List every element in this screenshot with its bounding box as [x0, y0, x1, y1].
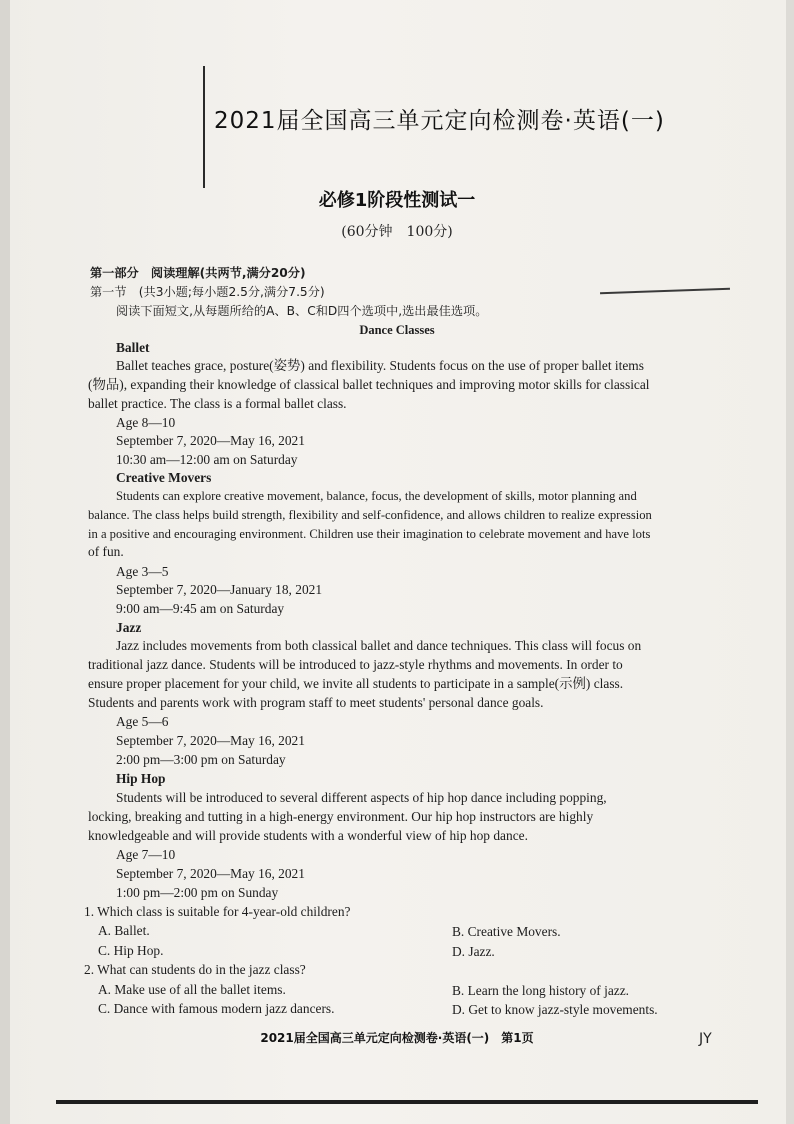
jazz-age: Age 5—6 [116, 714, 169, 729]
question-1-option-a: A. Ballet. [98, 923, 150, 938]
jazz-time: 2:00 pm—3:00 pm on Saturday [116, 752, 286, 767]
creative-line-1: Students can explore creative movement, balance, focus, the development of skills, motor planning and [116, 489, 637, 503]
creative-dates: September 7, 2020—January 18, 2021 [116, 582, 323, 597]
page-left-edge [0, 0, 10, 1124]
creative-heading: Creative Movers [116, 470, 212, 485]
jazz-line-4: Students and parents work with program staff to meet students' personal dance goals. [88, 695, 544, 710]
question-2-option-a: A. Make use of all the ballet items. [98, 982, 286, 997]
time-score-info: (60分钟 100分) [341, 224, 453, 240]
question-2-option-d: D. Get to know jazz-style movements. [452, 1002, 658, 1017]
ballet-heading: Ballet [116, 340, 150, 355]
creative-line-4: of fun. [88, 544, 124, 559]
page-right-edge [786, 0, 794, 1124]
creative-time: 9:00 am—9:45 am on Saturday [116, 601, 285, 616]
hiphop-time: 1:00 pm—2:00 pm on Sunday [116, 885, 279, 900]
creative-line-3: in a positive and encouraging environment. Children use their imagination to celebrate movement and have lots [88, 527, 651, 541]
hiphop-heading: Hip Hop [116, 771, 166, 786]
hiphop-age: Age 7—10 [116, 847, 176, 862]
creative-age: Age 3—5 [116, 564, 169, 579]
instruction: 阅读下面短文,从每题所给的A、B、C和D四个选项中,选出最佳选项。 [116, 304, 488, 318]
hiphop-line-3: knowledgeable and will provide students with a wonderful view of hip hop dance. [88, 828, 528, 843]
exam-subtitle: 必修1阶段性测试一 [318, 190, 476, 211]
ballet-age: Age 8—10 [116, 415, 176, 430]
question-1-option-b: B. Creative Movers. [452, 924, 561, 939]
footer-code: JY [699, 1031, 712, 1047]
ballet-time: 10:30 am—12:00 am on Saturday [116, 452, 298, 467]
jazz-dates: September 7, 2020—May 16, 2021 [116, 733, 305, 748]
hiphop-line-1: Students will be introduced to several different aspects of hip hop dance including popping, [116, 790, 607, 805]
subsection-heading: 第一节 (共3小题;每小题2.5分,满分7.5分) [90, 285, 325, 299]
hiphop-line-2: locking, breaking and tutting in a high-energy environment. Our hip hop instructors are highly [88, 809, 594, 824]
exam-title: 2021届全国高三单元定向检测卷·英语(一) [214, 108, 665, 134]
jazz-heading: Jazz [116, 620, 142, 635]
jazz-line-1: Jazz includes movements from both classical ballet and dance techniques. This class will focus on [116, 638, 642, 653]
ballet-line-3: ballet practice. The class is a formal ballet class. [88, 396, 347, 411]
question-1-option-d: D. Jazz. [452, 944, 495, 959]
page-footer: 2021届全国高三单元定向检测卷·英语(一) 第1页 [260, 1031, 534, 1045]
ballet-line-2: (物品), expanding their knowledge of classical ballet techniques and improving motor skills for classical [88, 377, 650, 392]
hiphop-dates: September 7, 2020—May 16, 2021 [116, 866, 305, 881]
passage-title: Dance Classes [359, 323, 435, 337]
binding-line [203, 66, 205, 188]
question-1-stem: 1. Which class is suitable for 4-year-old children? [84, 904, 351, 919]
jazz-line-3: ensure proper placement for your child, we invite all students to participate in a sample(示例) class. [88, 676, 624, 691]
creative-line-2: balance. The class helps build strength, flexibility and self-confidence, and allows children to realize expression [88, 508, 652, 522]
ballet-dates: September 7, 2020—May 16, 2021 [116, 433, 305, 448]
question-2-option-b: B. Learn the long history of jazz. [452, 983, 630, 998]
question-1-option-c: C. Hip Hop. [98, 943, 164, 958]
question-2-option-c: C. Dance with famous modern jazz dancers. [98, 1001, 335, 1016]
pen-mark [600, 288, 730, 295]
bottom-shadow-bar [56, 1100, 758, 1104]
jazz-line-2: traditional jazz dance. Students will be introduced to jazz-style rhythms and movements. In order to [88, 657, 623, 672]
part-heading: 第一部分 阅读理解(共两节,满分20分) [90, 266, 306, 280]
question-2-stem: 2. What can students do in the jazz class? [84, 962, 306, 977]
ballet-line-1: Ballet teaches grace, posture(姿势) and flexibility. Students focus on the use of proper ballet items [116, 358, 644, 373]
